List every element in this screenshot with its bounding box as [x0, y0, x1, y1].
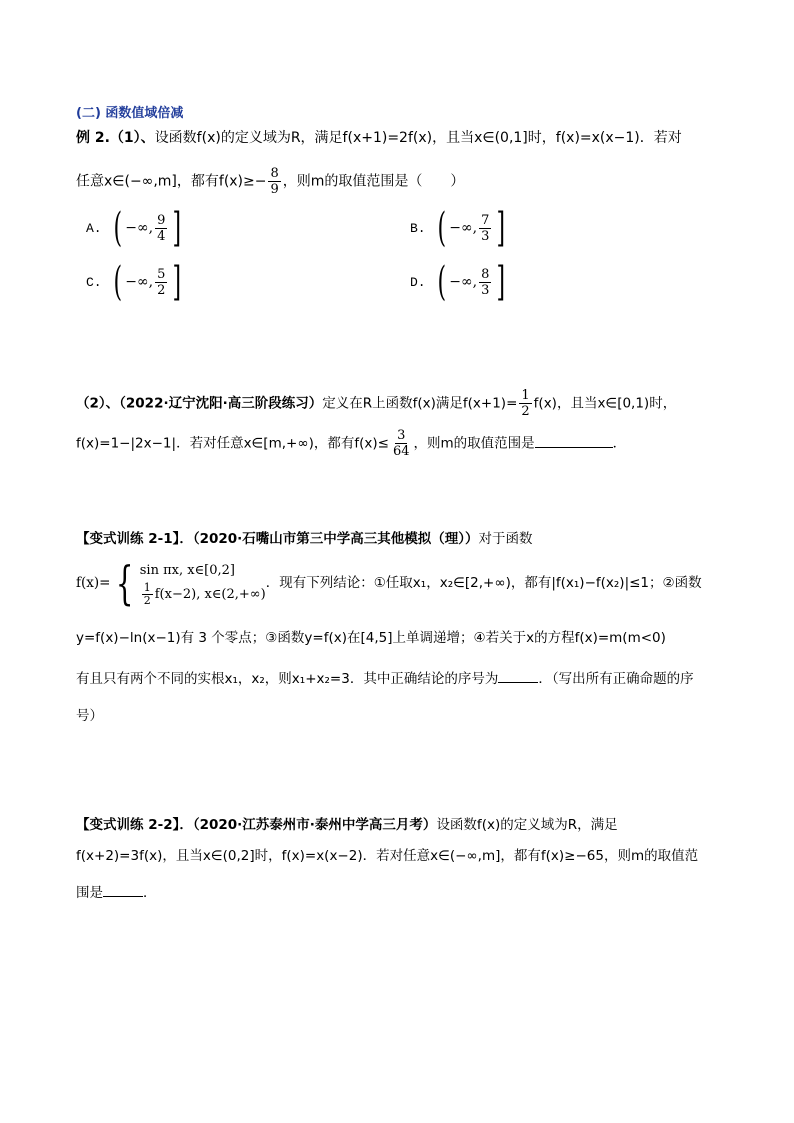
option-a[interactable]: A. ( −∞, $\frac{9}{4}$ ] [86, 205, 182, 251]
variant-2-1-line2: y=f(x)−ln(x−1)有 3 个零点；③函数y=f(x)在[4,5]上单调递增；④若关于x的方程f(x)=m(m<0) [76, 630, 666, 646]
variant-2-2-line2: f(x+2)=3f(x)，且当x∈(0,2]时，f(x)=x(x−2)．若对任意x∈(−∞,m]，都有f(x)≥−65，则m的取值范 [76, 848, 699, 864]
q1-line2-b: ，则m的取值范围是（ ） [282, 173, 465, 190]
example-label: 例 2.（1）、 [76, 130, 155, 146]
fraction-8-9: $\frac{8}{9}$ [270, 166, 279, 197]
q2-label: （2）、（2022·辽宁沈阳·高三阶段练习） [76, 395, 323, 412]
q1-line2-a: 任意x∈(−∞,m]，都有f(x)≥− [76, 173, 267, 190]
section-title: (二) 函数值域倍减 [76, 106, 184, 121]
piecewise-function: { sin πx, x∈[0,2] $\frac{1}{2}$ f(x−2), x∈(2,+∞) [116, 556, 266, 610]
q1-text: 设函数f(x)的定义域为R，满足f(x+1)=2f(x)，且当x∈(0,1]时，f(x)=x(x−1)．若对 [154, 130, 682, 146]
variant-2-2-source: （2020·江苏泰州市·泰州中学高三月考） [192, 817, 437, 833]
variant-2-2-line3: 围是 ． [76, 882, 157, 903]
answer-blank[interactable] [498, 668, 538, 683]
variant-2-1-line1: f(x)= { sin πx, x∈[0,2] $\frac{1}{2}$ f(x−2), x∈(2,+∞) ．现有下列结论：①任取x₁，x₂∈[2,+∞)，都有|f(x₁)−f(x₂)|≤1；②函数 [76, 556, 702, 610]
fraction-1-2: $\frac{1}{2}$ [521, 388, 530, 419]
variant-2-1-line3: 有且只有两个不同的实根x₁，x₂，则x₁+x₂=3．其中正确结论的序号为 ．（写出所有正确命题的序 [76, 668, 694, 689]
example-2-q2-line1: （2）、（2022·辽宁沈阳·高三阶段练习）定义在R上函数f(x)满足f(x+1)= $\frac{1}{2}$ f(x)，且当x∈[0,1)时， [76, 388, 677, 419]
answer-blank[interactable] [103, 882, 143, 897]
variant-2-1-line4: 号） [76, 708, 103, 724]
example-2-q1-line1 [76, 128, 682, 148]
option-b[interactable]: B. ( −∞, $\frac{7}{3}$ ] [410, 205, 506, 251]
variant-2-2-label: 【变式训练 2-2】． [76, 817, 193, 833]
option-d[interactable]: D. ( −∞, $\frac{8}{3}$ ] [410, 259, 506, 305]
variant-2-1-label: 【变式训练 2-1】． [76, 531, 193, 547]
fraction-3-64: $\frac{3}{64}$ [392, 428, 410, 459]
example-2-q1-line2 [76, 166, 464, 197]
variant-2-1-source: （2020·石嘴山市第三中学高三其他模拟（理）） [192, 531, 479, 547]
answer-blank[interactable] [535, 433, 613, 448]
example-2-q2-line2: f(x)=1−|2x−1|．若对任意x∈[m,+∞)，都有f(x)≤ $\frac{3}{64}$ ，则m的取值范围是 ． [76, 428, 627, 459]
variant-2-1-header: 【变式训练 2-1】．（2020·石嘴山市第三中学高三其他模拟（理））对于函数 [76, 531, 533, 547]
variant-2-2-header: 【变式训练 2-2】．（2020·江苏泰州市·泰州中学高三月考）设函数f(x)的定义域为R，满足 [76, 817, 618, 833]
option-c[interactable]: C. ( −∞, $\frac{5}{2}$ ] [86, 259, 182, 305]
